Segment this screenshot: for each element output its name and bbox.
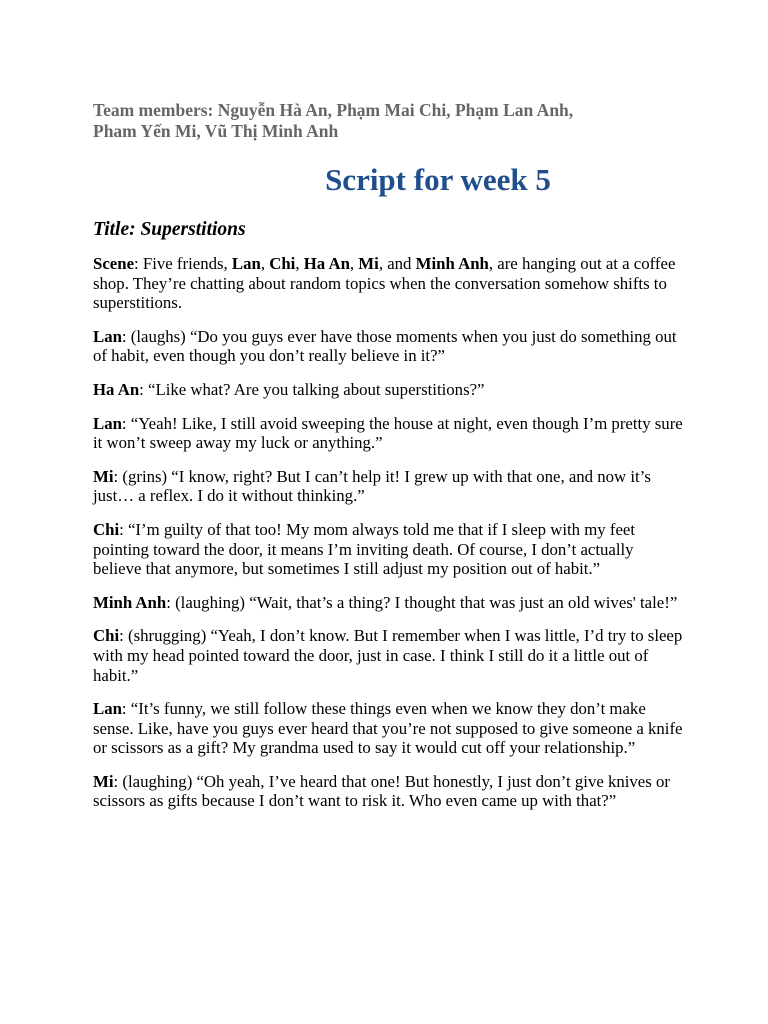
team-members-line-1: Team members: Nguyễn Hà An, Phạm Mai Chi, Phạm Lan Anh, <box>93 100 574 120</box>
scene-text-before: : Five friends, <box>134 254 232 273</box>
team-members <box>93 100 683 142</box>
speaker-name: Minh Anh <box>93 592 167 612</box>
team-members-line-2: Pham Yến Mi, Vũ Thị Minh Anh <box>93 121 339 141</box>
speaker-name: Chi <box>93 519 120 539</box>
dialogue-line <box>93 414 683 453</box>
dialogue-line <box>93 593 683 613</box>
scene-name-mi: Mi <box>358 254 379 273</box>
dialogue-line <box>93 626 683 685</box>
scene-name-chi: Chi <box>269 254 296 273</box>
document-title: Script for week 5 <box>325 162 551 197</box>
speaker-name: Lan <box>93 413 122 433</box>
scene-separator: , <box>260 254 270 273</box>
dialogue-line <box>93 327 683 366</box>
dialogue-text: : (shrugging) “Yeah, I don’t know. But I remember when I was little, I’d try to sleep with my head pointed toward the door, just in case. I think I still do it a little out of habit.” <box>93 626 683 685</box>
scene-name-minh-anh: Minh Anh <box>415 254 489 273</box>
scene-separator: , <box>295 254 304 273</box>
dialogue-text: : (grins) “I know, right? But I can’t help it! I grew up with that one, and now it’s just… a reflex. I do it without thinking.” <box>93 466 651 506</box>
dialogue-text: : “Like what? Are you talking about superstitions?” <box>139 379 485 399</box>
dialogue-text: : “I’m guilty of that too! My mom always told me that if I sleep with my feet pointing toward the door, it means I’m inviting death. Of course, I don’t actually believe that anymore, but sometimes I still adjust my position out of habit.” <box>93 519 636 579</box>
dialogue-line <box>93 772 683 811</box>
speaker-name: Mi <box>93 466 114 486</box>
dialogue-line <box>93 699 683 758</box>
speaker-name: Chi <box>93 626 120 646</box>
speaker-name: Ha An <box>93 379 140 399</box>
dialogue-text: : (laughs) “Do you guys ever have those moments when you just do something out of habit, even though you don’t really believe in it?” <box>93 326 677 366</box>
script-subtitle: Title: Superstitions <box>93 219 246 240</box>
scene-label: Scene <box>93 254 135 273</box>
document-page <box>93 100 683 811</box>
dialogue-line <box>93 520 683 579</box>
scene-paragraph <box>93 254 683 313</box>
dialogue-line <box>93 380 683 400</box>
speaker-name: Lan <box>93 699 122 719</box>
speaker-name: Mi <box>93 771 114 791</box>
scene-separator: , <box>349 254 359 273</box>
scene-text-after: , are hanging out at a coffee shop. They’re chatting about random topics when the conversation somehow shifts to superstitions. <box>93 254 676 313</box>
scene-name-ha-an: Ha An <box>303 254 350 273</box>
scene-separator: , and <box>378 254 416 273</box>
speaker-name: Lan <box>93 326 122 346</box>
dialogue-text: : “It’s funny, we still follow these things even when we know they don’t make sense. Like, have you guys ever heard that you’re not supposed to give someone a knife or scissors as a gift? My grandma used to say it would cut off your relationship.” <box>93 699 683 758</box>
dialogue-text: : (laughing) “Oh yeah, I’ve heard that one! But honestly, I just don’t give knives or scissors as gifts because I don’t want to risk it. Who even came up with that?” <box>93 771 670 811</box>
dialogue-line <box>93 467 683 506</box>
scene-name-lan: Lan <box>231 254 261 273</box>
dialogue-text: : “Yeah! Like, I still avoid sweeping the house at night, even though I’m pretty sure it won’t sweep away my luck or anything.” <box>93 413 683 453</box>
dialogue-text: : (laughing) “Wait, that’s a thing? I thought that was just an old wives' tale!” <box>166 592 678 612</box>
